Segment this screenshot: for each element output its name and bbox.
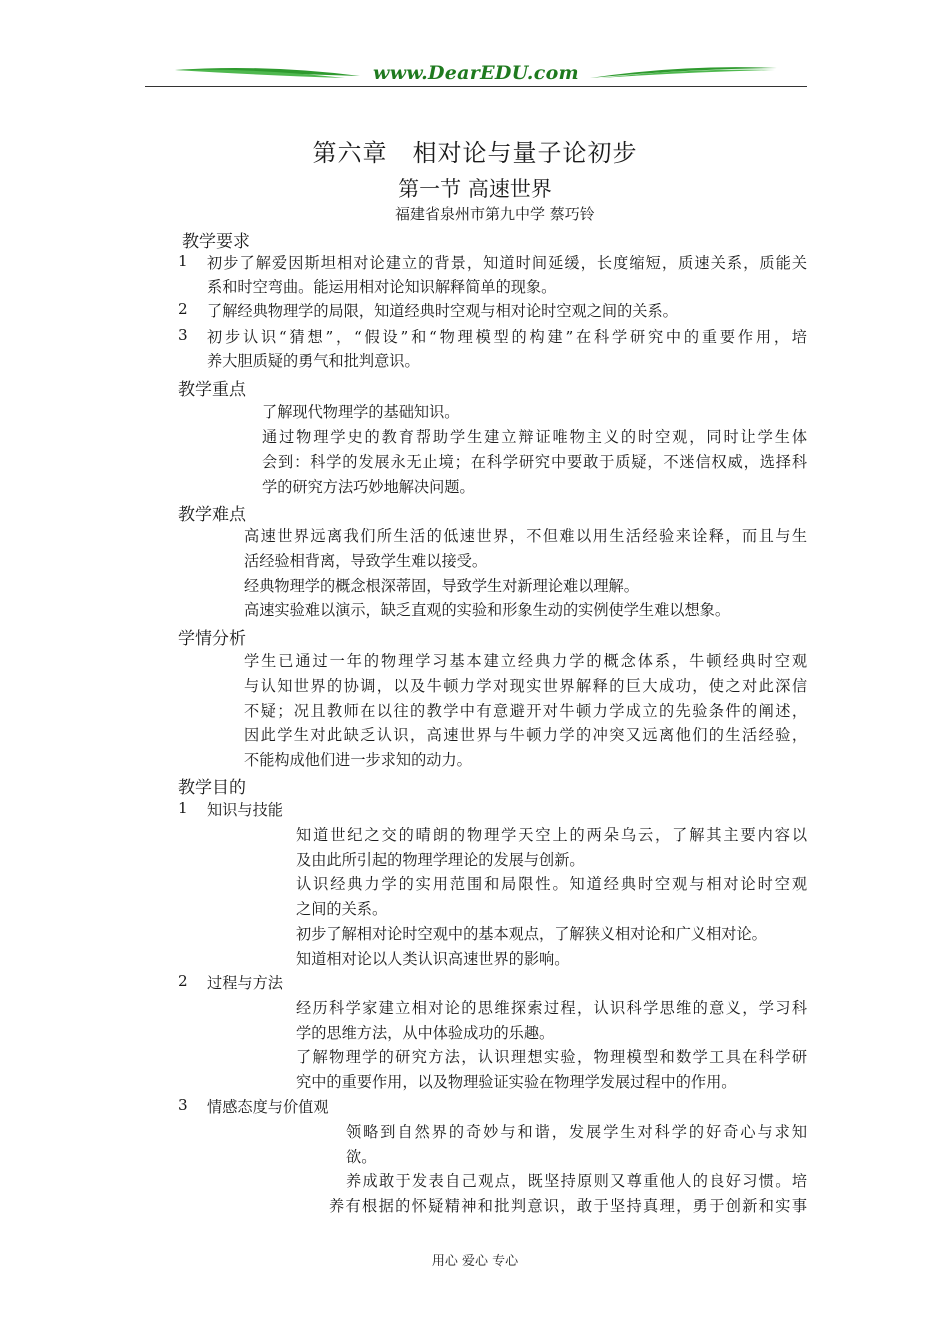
list-item-line: 养大胆质疑的勇气和批判意识。	[207, 352, 420, 370]
list-item-line: 初步认识“猜想”，“假设”和“物理模型的构建”在科学研究中的重要作用，培	[207, 328, 807, 346]
header-rule	[145, 86, 807, 87]
list-number: 3	[178, 326, 188, 344]
section-heading-analysis: 学情分析	[178, 629, 246, 649]
paragraph-line: 领略到自然界的奇妙与和谐，发展学生对科学的好奇心与求知	[346, 1123, 807, 1141]
paragraph-line: 及由此所引起的物理学理论的发展与创新。	[296, 851, 585, 869]
paragraph-line: 学的思维方法，从中体验成功的乐趣。	[296, 1024, 555, 1042]
paragraph-line: 因此学生对此缺乏认识，高速世界与牛顿力学的冲突又远离他们的生活经验，	[244, 726, 807, 744]
section-heading-objectives: 教学目的	[178, 778, 246, 798]
paragraph-line: 高速世界远离我们所生活的低速世界，不但难以用生活经验来诠释，而且与生	[244, 527, 807, 545]
paragraph-line: 知道相对论以人类认识高速世界的影响。	[296, 950, 570, 968]
list-item-line: 系和时空弯曲。能运用相对论知识解释简单的现象。	[207, 278, 557, 296]
paragraph-line: 经历科学家建立相对论的思维探索过程，认识科学思维的意义，学习科	[296, 999, 807, 1017]
paragraph-line: 通过物理学史的教育帮助学生建立辩证唯物主义的时空观，同时让学生体	[262, 428, 807, 446]
paragraph-line: 学的研究方法巧妙地解决问题。	[262, 478, 475, 496]
paragraph-line: 初步了解相对论时空观中的基本观点，了解狭义相对论和广义相对论。	[296, 925, 767, 943]
subsection-title: 知识与技能	[207, 801, 283, 819]
logo-text: www.DearEDU.com	[373, 62, 579, 84]
section-heading-requirements: 教学要求	[182, 232, 250, 252]
paragraph-line: 之间的关系。	[296, 900, 388, 918]
paragraph-line: 活经验相背离，导致学生难以接受。	[244, 552, 487, 570]
list-number: 3	[178, 1096, 188, 1114]
list-number: 2	[178, 972, 188, 990]
list-number: 2	[178, 300, 188, 318]
section-heading-key-points: 教学重点	[178, 380, 246, 400]
paragraph-line: 知道世纪之交的晴朗的物理学天空上的两朵乌云，了解其主要内容以	[296, 826, 807, 844]
paragraph-line: 欲。	[346, 1148, 377, 1166]
list-number: 1	[178, 799, 188, 817]
paragraph-line: 不能构成他们进一步求知的动力。	[244, 751, 472, 769]
paragraph-line: 经典物理学的概念根深蒂固，导致学生对新理论难以理解。	[244, 577, 639, 595]
paragraph-line: 高速实验难以演示，缺乏直观的实验和形象生动的实例使学生难以想象。	[244, 601, 730, 619]
section-heading-difficulties: 教学难点	[178, 505, 246, 525]
paragraph-line: 与认知世界的协调，以及牛顿力学对现实世界解释的巨大成功，使之对此深信	[244, 677, 807, 695]
page-footer: 用心 爱心 专心	[431, 1254, 519, 1269]
paragraph-line: 究中的重要作用，以及物理验证实验在物理学发展过程中的作用。	[296, 1073, 737, 1091]
subsection-title: 过程与方法	[207, 974, 283, 992]
paragraph-line: 养成敢于发表自己观点，既坚持原则又尊重他人的良好习惯。培	[346, 1172, 807, 1190]
author-line: 福建省泉州市第九中学 蔡巧铃	[395, 205, 595, 223]
subsection-title: 情感态度与价值观	[207, 1098, 329, 1116]
section-title: 第一节 高速世界	[398, 177, 552, 201]
chapter-title: 第六章 相对论与量子论初步	[312, 139, 638, 167]
paragraph-line: 学生已通过一年的物理学习基本建立经典力学的概念体系，牛顿经典时空观	[244, 652, 807, 670]
paragraph-line: 会到：科学的发展永无止境；在科学研究中要敢于质疑，不迷信权威，选择科	[262, 453, 807, 471]
paragraph-line: 养有根据的怀疑精神和批判意识，敢于坚持真理，勇于创新和实事	[329, 1197, 807, 1215]
paragraph-line: 不疑；况且教师在以往的教学中有意避开对牛顿力学成立的先验条件的阐述，	[244, 702, 807, 720]
list-item-line: 初步了解爱因斯坦相对论建立的背景，知道时间延缓，长度缩短，质速关系，质能关	[207, 254, 807, 272]
paragraph-line: 认识经典力学的实用范围和局限性。知道经典时空观与相对论时空观	[296, 875, 807, 893]
paragraph-line: 了解物理学的研究方法，认识理想实验，物理模型和数学工具在科学研	[296, 1048, 807, 1066]
paragraph-line: 了解现代物理学的基础知识。	[262, 403, 460, 421]
list-item-line: 了解经典物理学的局限，知道经典时空观与相对论时空观之间的关系。	[207, 302, 678, 320]
list-number: 1	[178, 252, 188, 270]
